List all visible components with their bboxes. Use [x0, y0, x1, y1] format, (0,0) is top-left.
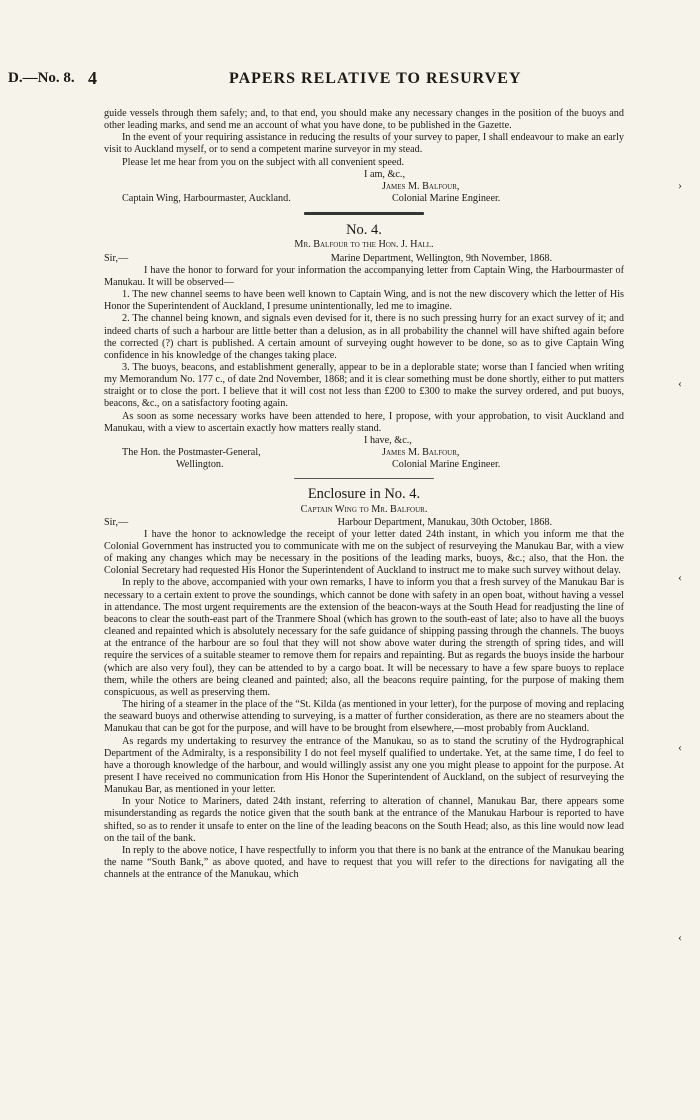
paragraph: In reply to the above notice, I have respectfully to inform you that there is no bank at the entrance of the Manukau bearing the name “South Bank,” as above quoted, and have to request that you will refer to the directions for navigating all the channels at the entrance of the Manukau, which — [104, 844, 624, 881]
margin-mark: ‹ — [678, 740, 682, 754]
margin-mark: ‹ — [678, 930, 682, 944]
signer-title: Colonial Marine Engineer. — [392, 193, 501, 205]
addressee: Captain Wing, Harbourmaster, Auckland. — [122, 193, 291, 205]
addressee-line: Wellington. — [176, 459, 224, 471]
paragraph: In the event of your requiring assistance in reducing the results of your survey to paper, I shall endeavour to make an early visit to Auckland myself, or to send a competent marine surveyor in my stead. — [104, 132, 624, 156]
paragraph: As regards my undertaking to resurvey the entrance of the Manukau, so as to stand the scrutiny of the Hydrographical Department of the Admiralty, is a responsibility I do not feel myself qualified to undertake. Yet, at the same time, I do feel to have a thorough knowledge of the harbour, and would willingly assist any one you might please to appoint for the purpose. At present I have received no communication from His Honor the Superintendent of Auckland, on the subject of resurveying the Manukau Bar, as mentioned in your letter. — [104, 735, 624, 796]
margin-mark: ‹ — [678, 570, 682, 584]
signer-name: James M. Balfour, — [382, 180, 460, 192]
dateline: Marine Department, Wellington, 9th November, 1868. — [330, 252, 552, 264]
salutation: Sir,— — [104, 252, 129, 264]
letter-4 — [104, 224, 624, 471]
numbered-point: 2. The channel being known, and signals even devised for it, there is no such pressing hurry for an exact survey of it; and indeed charts of such a harbour are little better than a delusion, as in all probability the channel will have shifted again before the corrected (?) chart is published. A certain amount of surveying ought however to be done, so as to give Captain Wing confidence in his knowledge of the changes taking place. — [104, 313, 624, 361]
margin-mark: › — [678, 178, 682, 192]
salutation: Sir,— — [104, 516, 129, 528]
letter-3-conclusion — [104, 108, 624, 205]
section-divider — [304, 212, 424, 215]
document-reference: D.—No. 8. — [8, 70, 75, 86]
paragraph: In reply to the above, accompanied with your own remarks, I have to inform you that a fresh survey of the Manukau Bar is necessary to a certain extent to prove the soundings, which cannot be done with safety in an open boat, without having a vessel in attendance. The most urgent requirements are the extension of the beacon-ways at the South Head for readjusting the line of beacons to clear the south-east part of the Tranmere Shoal (which has grown to the south-east of late; also to have all the buoys cleaned and repainted which is absolutely necessary for the safe guidance of shipping passing through the channels. The buoys at the entrance of the harbour are so foul that they will not show above water during the strength of spring tides, and will require the services of a suitable steamer to remove them for repairs and repainting. But as regards the buoys inside the harbour (which are also very foul), they can be attended to by a cargo boat. It will be necessary to have a few spare buoys to replace them, while the others are being cleaned and painted; also, all the beacons require painting, for the purpose of making them conspicuous, as well as preserving them. — [104, 577, 624, 698]
paragraph: I have the honor to acknowledge the receipt of your letter dated 24th instant, in which you inform me that the Colonial Government has instructed you to communicate with me on the subject of resurveying the Manukau Bar, with a view of making any changes which may be necessary in the positions of the leading marks, buoys, &c.; also, that the Hon. the Colonial Secretary had requested His Honor the Superintendent of Auckland to instruct me to make such survey without delay. — [104, 528, 624, 577]
section-divider — [294, 478, 434, 479]
signature-block — [104, 169, 624, 205]
dateline: Harbour Department, Manukau, 30th October, 1868. — [337, 516, 552, 528]
page-header — [0, 70, 700, 94]
salutation-line — [104, 253, 624, 265]
closing: I have, &c., — [364, 434, 412, 446]
paragraph: I have the honor to forward for your information the accompanying letter from Captain Wing, the Harbourmaster of Manukau. It will be observed— — [104, 264, 624, 288]
enclosure-letter — [104, 488, 624, 881]
numbered-point: 1. The new channel seems to have been well known to Captain Wing, and is not the new discovery which the letter of His Honor the Superintendent of Auckland, I presume unintentionally, led me to imagine. — [104, 289, 624, 313]
letter-from-to: Captain Wing to Mr. Balfour. — [300, 503, 428, 515]
paragraph: As soon as some necessary works have been attended to here, I propose, with your approbation, to visit Auckland and Manukau, with a view to ascertain exactly how matters really stand. — [104, 410, 624, 434]
signature-block — [104, 435, 624, 471]
page-number: 4 — [88, 68, 97, 88]
addressee-line: The Hon. the Postmaster-General, — [122, 447, 261, 459]
closing: I am, &c., — [364, 168, 406, 180]
paragraph: Please let me hear from you on the subject with all convenient speed. — [122, 156, 405, 168]
page-body — [104, 108, 624, 881]
paragraph: The hiring of a steamer in the place of the “St. Kilda (as mentioned in your letter), for the purpose of moving and replacing the seaward buoys and otherwise attending to surveying, is a matter of further consideration, as there are no steamers about the Manukau that can be got for the purpose, and will have to be brought from elsewhere,—most probably from Auckland. — [104, 699, 624, 735]
paragraph: In your Notice to Mariners, dated 24th instant, referring to alteration of channel, Manukau Bar, there appears some misunderstanding as regards the notice given that the south bank at the entrance of the Manukau Harbour is reported to have shifted, so as to render it unsafe to enter on the line of the leading beacons on the South Head; also, as this line would now lead on the tail of the bank. — [104, 796, 624, 844]
numbered-point: 3. The buoys, beacons, and establishment generally, appear to be in a deplorable state; worse than I fancied when writing my Memorandum No. 177 c., of date 2nd November, 1868; and it is clear something must be done shortly, either to put matters straight or to close the port. I believe that it will cost not less than £200 to £300 to make the survey ordered, and put buoys, beacons, &c., on a satisfactory footing again. — [104, 361, 624, 410]
signer-name: James M. Balfour, — [382, 447, 460, 459]
enclosure-title: Enclosure in No. 4. — [307, 486, 421, 503]
letter-from-to: Mr. Balfour to the Hon. J. Hall. — [294, 239, 434, 251]
signer-title: Colonial Marine Engineer. — [392, 459, 501, 471]
letter-number: No. 4. — [346, 222, 382, 239]
running-title: PAPERS RELATIVE TO RESURVEY — [229, 70, 522, 87]
paragraph: guide vessels through them safely; and, to that end, you should make any necessary changes in the position of the buoys and other leading marks, and send me an account of what you have done, to be published in the Gazette. — [104, 108, 624, 132]
salutation-line — [104, 517, 624, 529]
margin-mark: ‹ — [678, 376, 682, 390]
